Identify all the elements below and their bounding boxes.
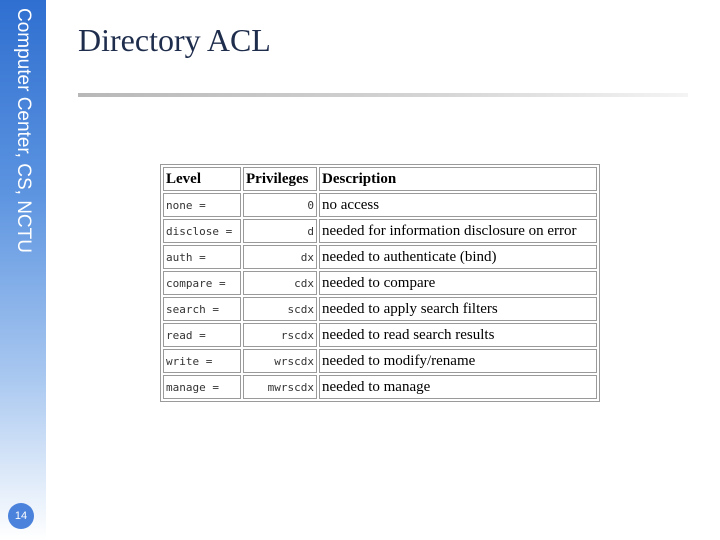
privileges-cell: scdx xyxy=(243,297,317,321)
level-cell: none = xyxy=(163,193,241,217)
level-cell: search = xyxy=(163,297,241,321)
level-cell: disclose = xyxy=(163,219,241,243)
table-header-row xyxy=(163,167,597,191)
description-cell: needed to read search results xyxy=(319,323,597,347)
description-cell: needed to manage xyxy=(319,375,597,399)
header-description: Description xyxy=(319,167,597,191)
table-row xyxy=(163,271,597,295)
level-cell: auth = xyxy=(163,245,241,269)
title-divider xyxy=(78,93,688,97)
privileges-cell: dx xyxy=(243,245,317,269)
sidebar xyxy=(0,0,46,540)
slide-title: Directory ACL xyxy=(78,22,271,58)
header-level: Level xyxy=(163,167,241,191)
table-row xyxy=(163,245,597,269)
privileges-cell: wrscdx xyxy=(243,349,317,373)
privileges-cell: 0 xyxy=(243,193,317,217)
level-cell: read = xyxy=(163,323,241,347)
table-row xyxy=(163,193,597,217)
table-row xyxy=(163,323,597,347)
table-row xyxy=(163,375,597,399)
acl-table xyxy=(160,164,600,402)
table-row xyxy=(163,297,597,321)
sidebar-title: Computer Center, CS, NCTU xyxy=(13,8,34,253)
description-cell: needed to authenticate (bind) xyxy=(319,245,597,269)
level-cell: compare = xyxy=(163,271,241,295)
privileges-cell: cdx xyxy=(243,271,317,295)
privileges-cell: mwrscdx xyxy=(243,375,317,399)
description-cell: needed to compare xyxy=(319,271,597,295)
level-cell: write = xyxy=(163,349,241,373)
privileges-cell: rscdx xyxy=(243,323,317,347)
description-cell: needed for information disclosure on error xyxy=(319,219,597,243)
table-row xyxy=(163,349,597,373)
description-cell: no access xyxy=(319,193,597,217)
description-cell: needed to modify/rename xyxy=(319,349,597,373)
description-cell: needed to apply search filters xyxy=(319,297,597,321)
privileges-cell: d xyxy=(243,219,317,243)
level-cell: manage = xyxy=(163,375,241,399)
header-privileges: Privileges xyxy=(243,167,317,191)
page-number-badge: 14 xyxy=(8,503,34,529)
table-row xyxy=(163,219,597,243)
